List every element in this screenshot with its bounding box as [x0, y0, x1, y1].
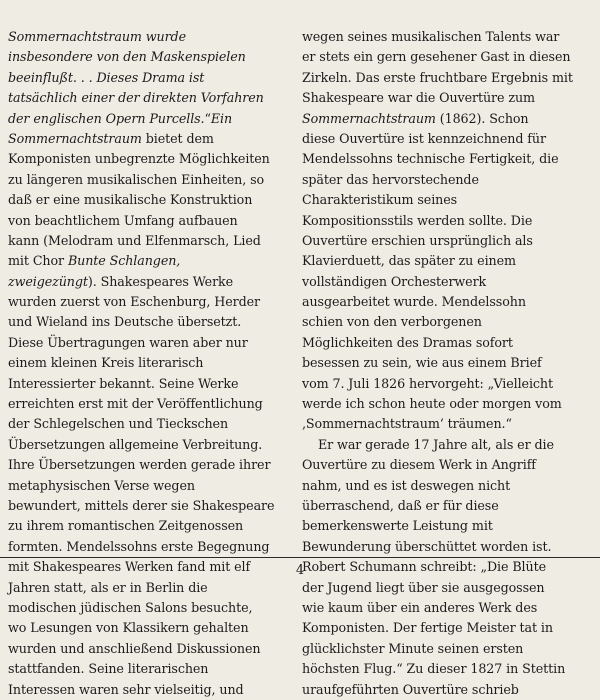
text-segment: zu ihrem romantischen Zeitgenossen: [8, 518, 244, 534]
text-segment: und Wieland ins Deutsche übersetzt.: [8, 314, 242, 330]
text-line: [8, 598, 286, 618]
text-line: [302, 394, 580, 414]
text-line: [302, 598, 580, 618]
text-line: [302, 537, 580, 557]
text-line: [302, 680, 580, 700]
text-line: [302, 414, 580, 434]
footer-rule: [0, 557, 600, 558]
text-segment: besessen zu sein, wie aus einem Brief: [302, 355, 542, 371]
text-line: [302, 27, 580, 47]
text-segment: Interessierter bekannt. Seine Werke: [8, 375, 239, 391]
text-line: [8, 496, 286, 516]
text-segment: schien von den verborgenen: [302, 314, 482, 330]
text-segment: wurden und anschließend Diskussionen: [8, 640, 261, 656]
text-segment: “: [204, 110, 211, 126]
text-line: [8, 476, 286, 496]
text-line: [8, 190, 286, 210]
text-segment: bietet dem: [141, 130, 214, 146]
text-segment: Zirkeln. Das erste fruchtbare Ergebnis mit: [302, 69, 573, 85]
text-line: [302, 211, 580, 231]
text-segment: Interessen waren sehr vielseitig, und: [8, 681, 244, 697]
text-segment: formten. Mendelssohns erste Begegnung: [8, 538, 270, 554]
text-segment: überraschend, daß er für diese: [302, 497, 499, 513]
text-line: [8, 170, 286, 190]
text-line: [302, 333, 580, 353]
text-line: [8, 211, 286, 231]
italic-text-segment: zweigezüngt: [8, 273, 88, 289]
text-segment: erreichten erst mit der Veröffentlichung: [8, 396, 263, 412]
text-line: [8, 231, 286, 251]
text-segment: stattfanden. Seine literarischen: [8, 661, 209, 677]
text-segment: Bewunderung überschüttet worden ist.: [302, 538, 552, 554]
text-segment: er stets ein gern gesehener Gast in diesen: [302, 49, 571, 65]
text-line: [8, 27, 286, 47]
text-line: [302, 435, 580, 455]
text-line: [302, 129, 580, 149]
text-segment: Robert Schumann schreibt: „Die Blüte: [302, 559, 546, 575]
text-segment: Übersetzungen allgemeine Verbreitung.: [8, 436, 263, 452]
text-segment: wo Lesungen von Klassikern gehalten: [8, 620, 249, 636]
text-segment: Ouvertüre erschien ursprünglich als: [302, 232, 533, 248]
text-segment: Jahren statt, als er in Berlin die: [8, 579, 208, 595]
text-segment: Komponisten unbegrenzte Möglichkeiten: [8, 151, 270, 167]
text-line: [8, 659, 286, 679]
text-line: [8, 455, 286, 475]
text-line: [302, 231, 580, 251]
text-line: [8, 680, 286, 700]
text-segment: Er war gerade 17 Jahre alt, als er die: [318, 436, 554, 452]
text-segment: uraufgeführten Ouvertüre schrieb: [302, 681, 519, 697]
text-line: [302, 639, 580, 659]
text-line: [302, 496, 580, 516]
text-line: [302, 618, 580, 638]
text-column-left: [8, 27, 286, 700]
text-line: [302, 170, 580, 190]
text-line: [8, 292, 286, 312]
text-segment: vom 7. Juli 1826 hervorgeht: „Vielleicht: [302, 375, 554, 391]
italic-text-segment: Sommernachtstraum: [302, 110, 436, 126]
text-line: [8, 333, 286, 353]
text-segment: diese Ouvertüre ist kennzeichnend für: [302, 130, 546, 146]
text-line: [8, 68, 286, 88]
text-segment: ). Shakespeares Werke: [87, 273, 234, 289]
text-segment: später das hervorstechende: [302, 171, 479, 187]
text-segment: der Jugend liegt über sie ausgegossen: [302, 579, 545, 595]
text-column-right: [302, 27, 580, 700]
text-segment: (1862). Schon: [435, 110, 529, 126]
italic-text-segment: der englischen Opern Purcells.: [8, 110, 205, 126]
text-segment: ausgearbeitet wurde. Mendelssohn: [302, 294, 526, 310]
text-line: [8, 353, 286, 373]
text-segment: höchsten Flug.“ Zu dieser 1827 in Stettin: [302, 661, 566, 677]
text-line: [302, 251, 580, 271]
text-segment: Komponisten. Der fertige Meister tat in: [302, 620, 553, 636]
text-line: [8, 516, 286, 536]
text-segment: Mendelssohns technische Fertigkeit, die: [302, 151, 559, 167]
text-line: [302, 455, 580, 475]
text-line: [8, 435, 286, 455]
text-line: [8, 88, 286, 108]
text-segment: modischen jüdischen Salons besuchte,: [8, 599, 253, 615]
text-line: [8, 312, 286, 332]
text-line: [302, 578, 580, 598]
text-segment: Möglichkeiten des Dramas sofort: [302, 334, 513, 350]
italic-text-segment: Sommernachtstraum: [8, 130, 142, 146]
text-line: [302, 88, 580, 108]
text-segment: kann (Melodram und Elfenmarsch, Lied: [8, 232, 261, 248]
page-number: 4: [295, 563, 305, 578]
text-segment: glücklichster Minute seinen ersten: [302, 640, 524, 656]
text-line: [8, 618, 286, 638]
text-segment: nahm, und es ist deswegen nicht: [302, 477, 511, 493]
text-line: [302, 374, 580, 394]
text-segment: Ouvertüre zu diesem Werk in Angriff: [302, 457, 536, 473]
text-segment: wurden zuerst von Eschenburg, Herder: [8, 294, 261, 310]
text-line: [302, 353, 580, 373]
italic-text-segment: Bunte Schlangen,: [67, 253, 181, 269]
text-segment: vollständigen Orchesterwerk: [302, 273, 487, 289]
text-segment: bemerkenswerte Leistung mit: [302, 518, 493, 534]
text-line: [302, 109, 580, 129]
text-segment: Klavierduett, das später zu einem: [302, 253, 516, 269]
text-line: [302, 47, 580, 67]
text-line: [8, 394, 286, 414]
text-segment: einem kleinen Kreis literarisch: [8, 355, 204, 371]
text-segment: Shakespeare war die Ouvertüre zum: [302, 90, 535, 106]
text-line: [302, 149, 580, 169]
text-line: [8, 129, 286, 149]
text-line: [8, 374, 286, 394]
text-segment: mit Shakespeares Werken fand mit elf: [8, 559, 251, 575]
text-line: [302, 292, 580, 312]
text-segment: von beachtlichem Umfang aufbauen: [8, 212, 238, 228]
text-segment: bewundert, mittels derer sie Shakespeare: [8, 497, 275, 513]
text-line: [302, 68, 580, 88]
text-line: [8, 47, 286, 67]
text-line: [8, 149, 286, 169]
text-line: [302, 190, 580, 210]
text-segment: werde ich schon heute oder morgen vom: [302, 396, 562, 412]
text-line: [302, 516, 580, 536]
italic-text-segment: insbesondere von den Maskenspielen: [8, 49, 246, 65]
text-line: [302, 659, 580, 679]
text-line: [8, 639, 286, 659]
text-segment: der Schlegelschen und Tieckschen: [8, 416, 229, 432]
text-segment: mit Chor: [8, 253, 68, 269]
text-line: [8, 414, 286, 434]
text-segment: wie kaum über ein anderes Werk des: [302, 599, 538, 615]
text-segment: zu längeren musikalischen Einheiten, so: [8, 171, 265, 187]
text-line: [8, 272, 286, 292]
text-segment: metaphysischen Verse wegen: [8, 477, 195, 493]
text-line: [8, 109, 286, 129]
text-segment: Charakteristikum seines: [302, 192, 458, 208]
italic-text-segment: beeinflußt. . . Dieses Drama ist: [8, 69, 205, 85]
text-line: [302, 312, 580, 332]
text-line: [302, 272, 580, 292]
text-segment: Kompositionsstils werden sollte. Die: [302, 212, 533, 228]
text-segment: wegen seines musikalischen Talents war: [302, 29, 560, 44]
text-line: [8, 537, 286, 557]
italic-text-segment: tatsächlich einer der direkten Vorfahren: [8, 90, 264, 106]
text-line: [8, 578, 286, 598]
text-segment: Diese Übertragungen waren aber nur: [8, 334, 248, 350]
text-segment: Ihre Übersetzungen werden gerade ihrer: [8, 457, 271, 473]
italic-text-segment: Ein: [210, 110, 233, 126]
italic-text-segment: Sommernachtstraum wurde: [8, 29, 186, 44]
text-segment: daß er eine musikalische Konstruktion: [8, 192, 253, 208]
text-segment: ‚Sommernachtstraum‘ träumen.“: [302, 416, 512, 432]
text-line: [302, 476, 580, 496]
text-line: [8, 251, 286, 271]
